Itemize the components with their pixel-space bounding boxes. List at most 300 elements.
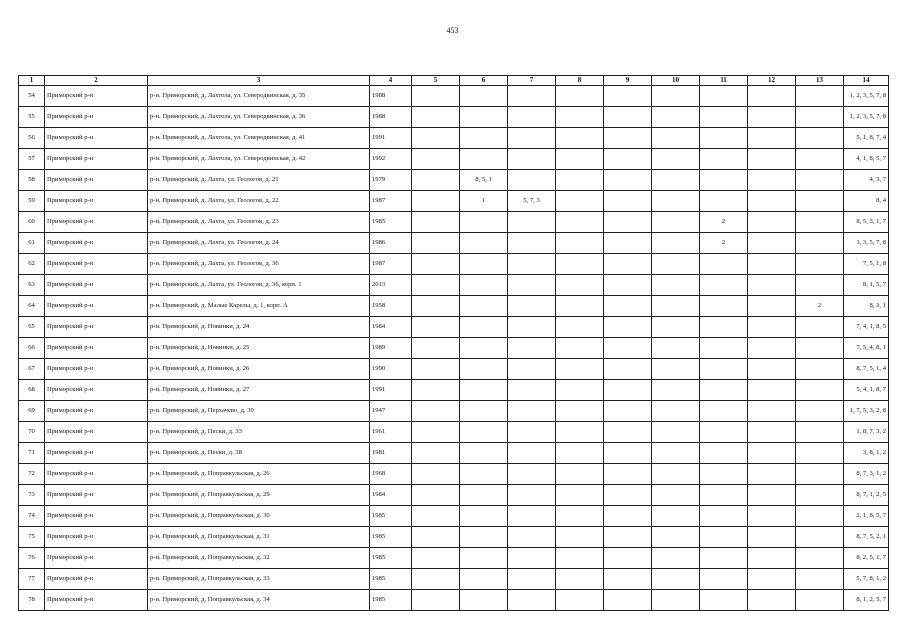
table-cell-col-13 bbox=[796, 464, 844, 485]
table-cell-col-4: 1991 bbox=[370, 380, 412, 401]
table-cell-col-14: 5, 7, 8, 1, 2 bbox=[844, 569, 889, 590]
table-cell-col-5 bbox=[412, 590, 460, 611]
table-cell-col-8 bbox=[556, 359, 604, 380]
table-cell-col-4: 1947 bbox=[370, 401, 412, 422]
table-cell-col-11 bbox=[700, 401, 748, 422]
table-cell-col-12 bbox=[748, 359, 796, 380]
table-cell-col-2: Приморский р-н bbox=[45, 254, 148, 275]
table-cell-col-13 bbox=[796, 212, 844, 233]
table-cell-col-11 bbox=[700, 107, 748, 128]
table-cell-col-14: 2, 1, 8, 5, 7 bbox=[844, 506, 889, 527]
table-cell-col-10 bbox=[652, 128, 700, 149]
table-cell-col-11 bbox=[700, 149, 748, 170]
table-cell-col-2: Приморский р-н bbox=[45, 380, 148, 401]
table-cell-col-5 bbox=[412, 338, 460, 359]
table-cell-col-11 bbox=[700, 296, 748, 317]
table-cell-col-12 bbox=[748, 191, 796, 212]
table-cell-col-2: Приморский р-н bbox=[45, 548, 148, 569]
table-cell-col-2: Приморский р-н bbox=[45, 485, 148, 506]
table-cell-col-9 bbox=[604, 128, 652, 149]
table-cell-col-4: 1985 bbox=[370, 506, 412, 527]
table-cell-col-12 bbox=[748, 338, 796, 359]
column-header-1: 1 bbox=[19, 76, 45, 86]
table-cell-col-13 bbox=[796, 317, 844, 338]
table-cell-col-3: р-н. Приморский, д. Поправкульская, д. 32 bbox=[148, 548, 370, 569]
table-cell-col-5 bbox=[412, 296, 460, 317]
table-cell-col-14: 1, 3, 5, 7, 8 bbox=[844, 233, 889, 254]
table-cell-col-5 bbox=[412, 275, 460, 296]
table-row bbox=[19, 485, 889, 506]
table-cell-col-3: р-н. Приморский, д. Лахтола, ул. Северодвинская, д. 36 bbox=[148, 107, 370, 128]
table-cell-col-3: р-н. Приморский, д. Пески, д. 38 bbox=[148, 443, 370, 464]
table-cell-col-13 bbox=[796, 338, 844, 359]
table-cell-col-6 bbox=[460, 464, 508, 485]
table-cell-col-10 bbox=[652, 401, 700, 422]
table-cell-col-13 bbox=[796, 275, 844, 296]
table-cell-col-2: Приморский р-н bbox=[45, 464, 148, 485]
table-row bbox=[19, 254, 889, 275]
table-cell-col-8 bbox=[556, 107, 604, 128]
table-cell-col-11 bbox=[700, 443, 748, 464]
table-row bbox=[19, 275, 889, 296]
table-cell-col-11 bbox=[700, 275, 748, 296]
table-cell-col-6: 1 bbox=[460, 191, 508, 212]
table-cell-col-6 bbox=[460, 380, 508, 401]
table-cell-col-14: 7, 5, 1, 8 bbox=[844, 254, 889, 275]
table-cell-col-3: р-н. Приморский, д. Лахтола, ул. Северодвинская, д. 42 bbox=[148, 149, 370, 170]
table-cell-col-8 bbox=[556, 443, 604, 464]
table-cell-col-10 bbox=[652, 296, 700, 317]
table-cell-col-9 bbox=[604, 506, 652, 527]
table-cell-col-2: Приморский р-н bbox=[45, 275, 148, 296]
table-cell-col-14: 7, 4, 1, 8, 5 bbox=[844, 317, 889, 338]
table-cell-col-1: 78 bbox=[19, 590, 45, 611]
column-header-2: 2 bbox=[45, 76, 148, 86]
table-cell-col-3: р-н. Приморский, д. Поправкульская, д. 30 bbox=[148, 506, 370, 527]
table-cell-col-10 bbox=[652, 191, 700, 212]
table-cell-col-3: р-н. Приморский, д. Малые Карелы, д. 1, корп. А bbox=[148, 296, 370, 317]
table-cell-col-8 bbox=[556, 233, 604, 254]
table-cell-col-2: Приморский р-н bbox=[45, 128, 148, 149]
table-cell-col-3: р-н. Приморский, д. Перхачево, д. 39 bbox=[148, 401, 370, 422]
table-cell-col-2: Приморский р-н bbox=[45, 296, 148, 317]
table-cell-col-8 bbox=[556, 170, 604, 191]
table-cell-col-10 bbox=[652, 464, 700, 485]
table-cell-col-14: 8, 7, 5, 1, 4 bbox=[844, 359, 889, 380]
table-cell-col-8 bbox=[556, 338, 604, 359]
table-cell-col-7 bbox=[508, 317, 556, 338]
table-cell-col-13 bbox=[796, 401, 844, 422]
table-cell-col-5 bbox=[412, 548, 460, 569]
table-cell-col-2: Приморский р-н bbox=[45, 233, 148, 254]
table-cell-col-1: 73 bbox=[19, 485, 45, 506]
column-header-10: 10 bbox=[652, 76, 700, 86]
table-cell-col-12 bbox=[748, 128, 796, 149]
table-cell-col-3: р-н. Приморский, д. Лахта, ул. Геологов, д. 22 bbox=[148, 191, 370, 212]
table-cell-col-9 bbox=[604, 590, 652, 611]
column-header-13: 13 bbox=[796, 76, 844, 86]
table-row bbox=[19, 464, 889, 485]
table-cell-col-2: Приморский р-н bbox=[45, 170, 148, 191]
table-cell-col-12 bbox=[748, 275, 796, 296]
table-cell-col-3: р-н. Приморский, д. Лахта, ул. Геологов, д. 23 bbox=[148, 212, 370, 233]
table-cell-col-14: 4, 1, 8, 5, 7 bbox=[844, 149, 889, 170]
table-cell-col-9 bbox=[604, 401, 652, 422]
table-cell-col-14: 3, 8, 1, 2 bbox=[844, 443, 889, 464]
column-header-7: 7 bbox=[508, 76, 556, 86]
table-cell-col-12 bbox=[748, 485, 796, 506]
table-cell-col-7 bbox=[508, 590, 556, 611]
table-cell-col-7 bbox=[508, 359, 556, 380]
table-row bbox=[19, 590, 889, 611]
table-cell-col-10 bbox=[652, 359, 700, 380]
table-cell-col-6 bbox=[460, 422, 508, 443]
table-cell-col-1: 69 bbox=[19, 401, 45, 422]
table-row bbox=[19, 359, 889, 380]
table-row bbox=[19, 86, 889, 107]
table-cell-col-11 bbox=[700, 317, 748, 338]
table-row bbox=[19, 338, 889, 359]
table-cell-col-3: р-н. Приморский, д. Поправкульская, д. 31 bbox=[148, 527, 370, 548]
table-row bbox=[19, 149, 889, 170]
table-row bbox=[19, 128, 889, 149]
table-cell-col-7 bbox=[508, 86, 556, 107]
table-cell-col-9 bbox=[604, 569, 652, 590]
table-cell-col-2: Приморский р-н bbox=[45, 590, 148, 611]
table-cell-col-3: р-н. Приморский, д. Пески, д. 33 bbox=[148, 422, 370, 443]
table-cell-col-12 bbox=[748, 548, 796, 569]
table-cell-col-2: Приморский р-н bbox=[45, 527, 148, 548]
table-cell-col-12 bbox=[748, 506, 796, 527]
table-cell-col-12 bbox=[748, 422, 796, 443]
table-cell-col-5 bbox=[412, 443, 460, 464]
table-cell-col-6 bbox=[460, 233, 508, 254]
table-cell-col-14: 5, 1, 8, 7, 4 bbox=[844, 128, 889, 149]
column-header-5: 5 bbox=[412, 76, 460, 86]
table-cell-col-12 bbox=[748, 254, 796, 275]
table-cell-col-11 bbox=[700, 527, 748, 548]
table-cell-col-4: 1968 bbox=[370, 464, 412, 485]
table-cell-col-8 bbox=[556, 149, 604, 170]
table-cell-col-6 bbox=[460, 338, 508, 359]
table-cell-col-7 bbox=[508, 443, 556, 464]
table-cell-col-9 bbox=[604, 359, 652, 380]
table-cell-col-9 bbox=[604, 443, 652, 464]
table-cell-col-4: 1984 bbox=[370, 317, 412, 338]
table-cell-col-9 bbox=[604, 233, 652, 254]
table-cell-col-13 bbox=[796, 107, 844, 128]
table-cell-col-10 bbox=[652, 380, 700, 401]
table-cell-col-7 bbox=[508, 233, 556, 254]
table-cell-col-6 bbox=[460, 86, 508, 107]
table-cell-col-1: 59 bbox=[19, 191, 45, 212]
table-cell-col-3: р-н. Приморский, д. Новинки, д. 27 bbox=[148, 380, 370, 401]
table-cell-col-11 bbox=[700, 170, 748, 191]
table-cell-col-10 bbox=[652, 212, 700, 233]
table-row bbox=[19, 443, 889, 464]
table-cell-col-6 bbox=[460, 254, 508, 275]
table-cell-col-2: Приморский р-н bbox=[45, 86, 148, 107]
table-cell-col-6 bbox=[460, 548, 508, 569]
table-cell-col-11 bbox=[700, 590, 748, 611]
table-cell-col-10 bbox=[652, 107, 700, 128]
table-cell-col-8 bbox=[556, 317, 604, 338]
table-cell-col-8 bbox=[556, 569, 604, 590]
table-cell-col-5 bbox=[412, 233, 460, 254]
table-cell-col-4: 1988 bbox=[370, 86, 412, 107]
table-cell-col-5 bbox=[412, 380, 460, 401]
table-cell-col-3: р-н. Приморский, д. Новинки, д. 25 bbox=[148, 338, 370, 359]
table-cell-col-7 bbox=[508, 212, 556, 233]
table-cell-col-6 bbox=[460, 212, 508, 233]
table-cell-col-5 bbox=[412, 212, 460, 233]
table-cell-col-4: 1991 bbox=[370, 128, 412, 149]
table-cell-col-8 bbox=[556, 485, 604, 506]
table-cell-col-1: 64 bbox=[19, 296, 45, 317]
table-cell-col-13 bbox=[796, 485, 844, 506]
table-cell-col-2: Приморский р-н bbox=[45, 107, 148, 128]
table-cell-col-14: 1, 8, 7, 3, 2 bbox=[844, 422, 889, 443]
table-cell-col-11: 2 bbox=[700, 233, 748, 254]
table-cell-col-2: Приморский р-н bbox=[45, 359, 148, 380]
table-cell-col-1: 61 bbox=[19, 233, 45, 254]
table-cell-col-8 bbox=[556, 590, 604, 611]
table-cell-col-9 bbox=[604, 338, 652, 359]
table-cell-col-6 bbox=[460, 485, 508, 506]
table-cell-col-10 bbox=[652, 506, 700, 527]
table-cell-col-13 bbox=[796, 569, 844, 590]
table-cell-col-9 bbox=[604, 254, 652, 275]
table-cell-col-11 bbox=[700, 548, 748, 569]
table-cell-col-7: 5, 7, 3 bbox=[508, 191, 556, 212]
table-cell-col-7 bbox=[508, 548, 556, 569]
table-cell-col-3: р-н. Приморский, д. Лахта, ул. Геологов, д. 36 bbox=[148, 254, 370, 275]
table-cell-col-1: 62 bbox=[19, 254, 45, 275]
table-cell-col-12 bbox=[748, 296, 796, 317]
table-cell-col-8 bbox=[556, 422, 604, 443]
table-cell-col-14: 1, 2, 3, 5, 7, 8 bbox=[844, 86, 889, 107]
table-cell-col-14: 1, 2, 3, 5, 7, 8 bbox=[844, 107, 889, 128]
table-cell-col-12 bbox=[748, 107, 796, 128]
table-row bbox=[19, 170, 889, 191]
table-cell-col-3: р-н. Приморский, д. Лахта, ул. Геологов, д. 24 bbox=[148, 233, 370, 254]
table-cell-col-5 bbox=[412, 401, 460, 422]
table-cell-col-9 bbox=[604, 380, 652, 401]
table-row bbox=[19, 296, 889, 317]
table-cell-col-11 bbox=[700, 485, 748, 506]
table-cell-col-3: р-н. Приморский, д. Лахтола, ул. Северодвинская, д. 41 bbox=[148, 128, 370, 149]
table-cell-col-5 bbox=[412, 317, 460, 338]
table-cell-col-5 bbox=[412, 506, 460, 527]
table-cell-col-1: 55 bbox=[19, 107, 45, 128]
table-cell-col-10 bbox=[652, 569, 700, 590]
table-cell-col-9 bbox=[604, 548, 652, 569]
table-cell-col-14: 1, 7, 5, 3, 2, 8 bbox=[844, 401, 889, 422]
table-cell-col-4: 1988 bbox=[370, 107, 412, 128]
table-cell-col-9 bbox=[604, 149, 652, 170]
table-cell-col-6 bbox=[460, 401, 508, 422]
table-cell-col-13 bbox=[796, 128, 844, 149]
table-cell-col-13 bbox=[796, 359, 844, 380]
table-cell-col-6 bbox=[460, 506, 508, 527]
table-cell-col-2: Приморский р-н bbox=[45, 317, 148, 338]
table-cell-col-1: 70 bbox=[19, 422, 45, 443]
table-cell-col-13 bbox=[796, 380, 844, 401]
table-cell-col-9 bbox=[604, 296, 652, 317]
table-cell-col-11 bbox=[700, 464, 748, 485]
table-cell-col-4: 1986 bbox=[370, 233, 412, 254]
table-cell-col-3: р-н. Приморский, д. Поправкульская, д. 26 bbox=[148, 464, 370, 485]
table-cell-col-11: 2 bbox=[700, 212, 748, 233]
table-cell-col-12 bbox=[748, 170, 796, 191]
table-cell-col-7 bbox=[508, 464, 556, 485]
table-cell-col-8 bbox=[556, 506, 604, 527]
table-cell-col-4: 1985 bbox=[370, 212, 412, 233]
table-cell-col-12 bbox=[748, 464, 796, 485]
table-cell-col-12 bbox=[748, 443, 796, 464]
table-cell-col-13 bbox=[796, 590, 844, 611]
table-cell-col-1: 56 bbox=[19, 128, 45, 149]
header-row bbox=[19, 76, 889, 86]
table-cell-col-2: Приморский р-н bbox=[45, 443, 148, 464]
table-cell-col-2: Приморский р-н bbox=[45, 506, 148, 527]
table-cell-col-4: 1984 bbox=[370, 485, 412, 506]
table-cell-col-4: 1990 bbox=[370, 359, 412, 380]
table-cell-col-6 bbox=[460, 590, 508, 611]
table-cell-col-11 bbox=[700, 254, 748, 275]
table-cell-col-10 bbox=[652, 317, 700, 338]
table-cell-col-5 bbox=[412, 485, 460, 506]
table-cell-col-9 bbox=[604, 317, 652, 338]
table-cell-col-5 bbox=[412, 86, 460, 107]
table-row bbox=[19, 527, 889, 548]
column-header-6: 6 bbox=[460, 76, 508, 86]
table-cell-col-5 bbox=[412, 107, 460, 128]
table-cell-col-12 bbox=[748, 317, 796, 338]
table-cell-col-7 bbox=[508, 569, 556, 590]
table-cell-col-9 bbox=[604, 86, 652, 107]
table-cell-col-4: 2013 bbox=[370, 275, 412, 296]
table-cell-col-12 bbox=[748, 527, 796, 548]
table-cell-col-3: р-н. Приморский, д. Новинки, д. 24 bbox=[148, 317, 370, 338]
table-cell-col-13 bbox=[796, 527, 844, 548]
column-header-8: 8 bbox=[556, 76, 604, 86]
table-cell-col-1: 63 bbox=[19, 275, 45, 296]
table-cell-col-1: 72 bbox=[19, 464, 45, 485]
table-cell-col-9 bbox=[604, 191, 652, 212]
table-cell-col-11 bbox=[700, 380, 748, 401]
table-cell-col-12 bbox=[748, 233, 796, 254]
table-cell-col-7 bbox=[508, 107, 556, 128]
table-cell-col-6 bbox=[460, 443, 508, 464]
table-cell-col-6 bbox=[460, 317, 508, 338]
table-cell-col-11 bbox=[700, 128, 748, 149]
table-cell-col-14: 8, 7, 5, 2, 1 bbox=[844, 527, 889, 548]
column-header-3: 3 bbox=[148, 76, 370, 86]
table-cell-col-14: 8, 1, 5, 7 bbox=[844, 275, 889, 296]
table-cell-col-8 bbox=[556, 380, 604, 401]
table-cell-col-4: 1981 bbox=[370, 443, 412, 464]
table-cell-col-1: 76 bbox=[19, 548, 45, 569]
table-cell-col-13 bbox=[796, 254, 844, 275]
table-cell-col-7 bbox=[508, 422, 556, 443]
table-cell-col-7 bbox=[508, 170, 556, 191]
table-cell-col-10 bbox=[652, 338, 700, 359]
table-cell-col-7 bbox=[508, 338, 556, 359]
register-table bbox=[18, 75, 889, 611]
column-header-4: 4 bbox=[370, 76, 412, 86]
table-body bbox=[19, 86, 889, 611]
table-cell-col-6 bbox=[460, 149, 508, 170]
table-cell-col-10 bbox=[652, 254, 700, 275]
table-cell-col-8 bbox=[556, 464, 604, 485]
table-cell-col-3: р-н. Приморский, д. Поправкульская, д. 34 bbox=[148, 590, 370, 611]
table-cell-col-5 bbox=[412, 527, 460, 548]
table-cell-col-13 bbox=[796, 548, 844, 569]
table-cell-col-5 bbox=[412, 128, 460, 149]
table-cell-col-1: 57 bbox=[19, 149, 45, 170]
table-cell-col-4: 1979 bbox=[370, 170, 412, 191]
table-cell-col-8 bbox=[556, 86, 604, 107]
table-row bbox=[19, 401, 889, 422]
table-cell-col-6 bbox=[460, 359, 508, 380]
table-cell-col-4: 1958 bbox=[370, 296, 412, 317]
table-cell-col-10 bbox=[652, 443, 700, 464]
table-cell-col-6 bbox=[460, 527, 508, 548]
table-cell-col-7 bbox=[508, 380, 556, 401]
table-cell-col-11 bbox=[700, 569, 748, 590]
table-cell-col-7 bbox=[508, 149, 556, 170]
table-cell-col-12 bbox=[748, 212, 796, 233]
table-cell-col-8 bbox=[556, 191, 604, 212]
table-cell-col-6 bbox=[460, 569, 508, 590]
table-cell-col-7 bbox=[508, 401, 556, 422]
table-cell-col-13 bbox=[796, 149, 844, 170]
table-cell-col-2: Приморский р-н bbox=[45, 401, 148, 422]
table-cell-col-4: 1985 bbox=[370, 569, 412, 590]
table-cell-col-11 bbox=[700, 422, 748, 443]
table-cell-col-10 bbox=[652, 548, 700, 569]
table-row bbox=[19, 212, 889, 233]
table-cell-col-9 bbox=[604, 485, 652, 506]
table-cell-col-13 bbox=[796, 170, 844, 191]
column-header-14: 14 bbox=[844, 76, 889, 86]
table-cell-col-9 bbox=[604, 212, 652, 233]
table-cell-col-8 bbox=[556, 128, 604, 149]
table-cell-col-5 bbox=[412, 170, 460, 191]
table-cell-col-11 bbox=[700, 506, 748, 527]
table-row bbox=[19, 233, 889, 254]
table-cell-col-6 bbox=[460, 128, 508, 149]
table-cell-col-4: 1987 bbox=[370, 254, 412, 275]
table-cell-col-14: 5, 4, 1, 8, 7 bbox=[844, 380, 889, 401]
table-cell-col-12 bbox=[748, 86, 796, 107]
table-cell-col-6 bbox=[460, 275, 508, 296]
table-cell-col-4: 1985 bbox=[370, 590, 412, 611]
table-cell-col-13 bbox=[796, 422, 844, 443]
table-cell-col-2: Приморский р-н bbox=[45, 191, 148, 212]
table-cell-col-1: 77 bbox=[19, 569, 45, 590]
table-cell-col-1: 65 bbox=[19, 317, 45, 338]
table-cell-col-8 bbox=[556, 527, 604, 548]
table-cell-col-1: 74 bbox=[19, 506, 45, 527]
table-cell-col-6 bbox=[460, 107, 508, 128]
table-cell-col-14: 8, 2, 5, 1, 7 bbox=[844, 548, 889, 569]
table-cell-col-10 bbox=[652, 422, 700, 443]
table-cell-col-5 bbox=[412, 191, 460, 212]
table-cell-col-5 bbox=[412, 569, 460, 590]
table-cell-col-5 bbox=[412, 149, 460, 170]
